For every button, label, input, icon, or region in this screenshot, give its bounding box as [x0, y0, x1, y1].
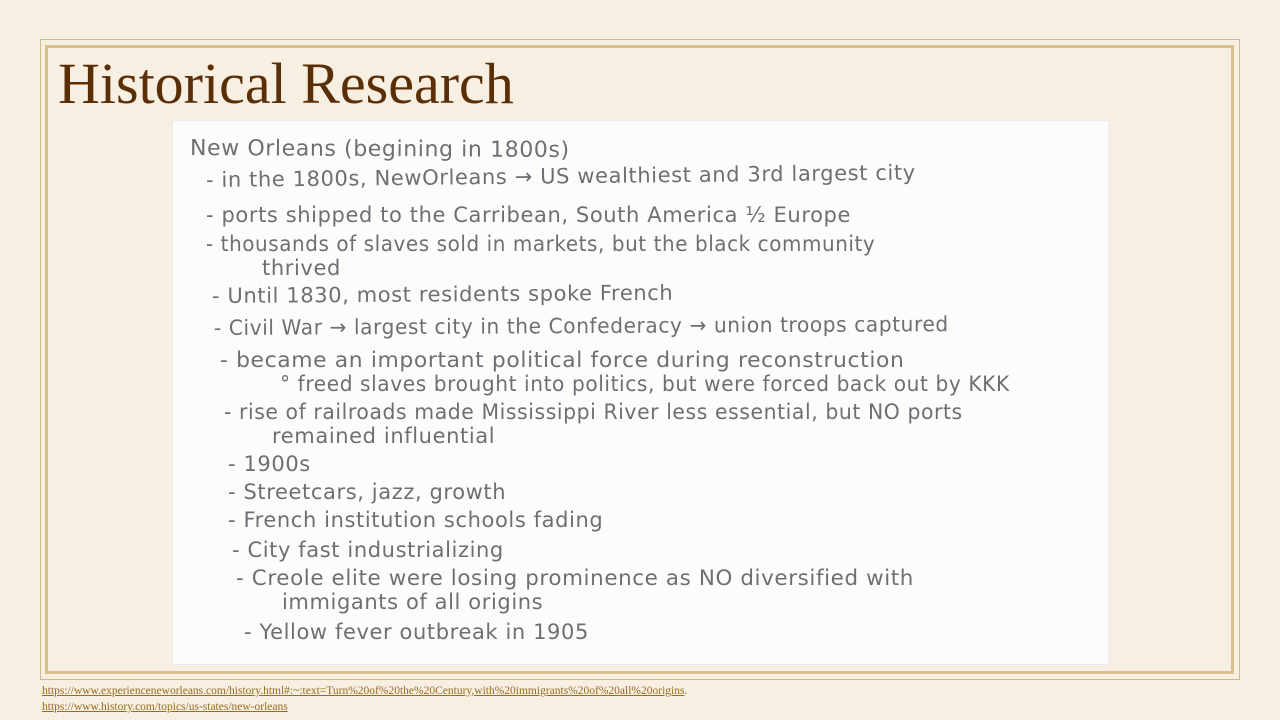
note-line: - Until 1830, most residents spoke French — [211, 280, 674, 308]
note-line: - Streetcars, jazz, growth — [228, 480, 507, 504]
note-line: - rise of railroads made Mississippi River less essential, but NO ports — [224, 400, 963, 424]
note-line: - thousands of slaves sold in markets, but the black community — [206, 232, 876, 256]
handwritten-notes-image — [172, 120, 1109, 665]
note-line: - 1900s — [228, 452, 311, 476]
note-line: immigants of all origins — [282, 590, 544, 614]
note-line: - Creole elite were losing prominence as NO diversified with — [236, 566, 914, 590]
note-line: ° freed slaves brought into politics, but were forced back out by KKK — [280, 372, 1010, 396]
slide-title: Historical Research — [58, 51, 514, 116]
source-links: https://www.experienceneworleans.com/history.html#:~:text=Turn%20of%20the%20Century,with%20immigrants%20of%20all%20origins. https://www.history.com/topics/us-states/new-orleans — [42, 685, 688, 713]
notes-heading: New Orleans (begining in 1800s) — [189, 136, 570, 163]
source-link-history[interactable]: https://www.history.com/topics/us-states/new-orleans — [42, 701, 288, 713]
note-line: - ports shipped to the Carribean, South America ½ Europe — [206, 203, 852, 227]
note-line: remained influential — [272, 424, 496, 448]
note-line: - French institution schools fading — [228, 508, 604, 532]
note-line: - in the 1800s, NewOrleans → US wealthiest and 3rd largest city — [205, 160, 916, 192]
note-line: thrived — [262, 256, 341, 280]
note-line: - became an important political force during reconstruction — [220, 348, 905, 372]
note-line: - Civil War → largest city in the Confederacy → union troops captured — [213, 312, 949, 340]
note-line: - City fast industrializing — [232, 538, 504, 562]
note-line: - Yellow fever outbreak in 1905 — [244, 620, 589, 644]
source-link-experienceneworleans[interactable]: https://www.experienceneworleans.com/history.html#:~:text=Turn%20of%20the%20Century,with%20immigrants%20of%20all%20origins — [42, 685, 685, 697]
